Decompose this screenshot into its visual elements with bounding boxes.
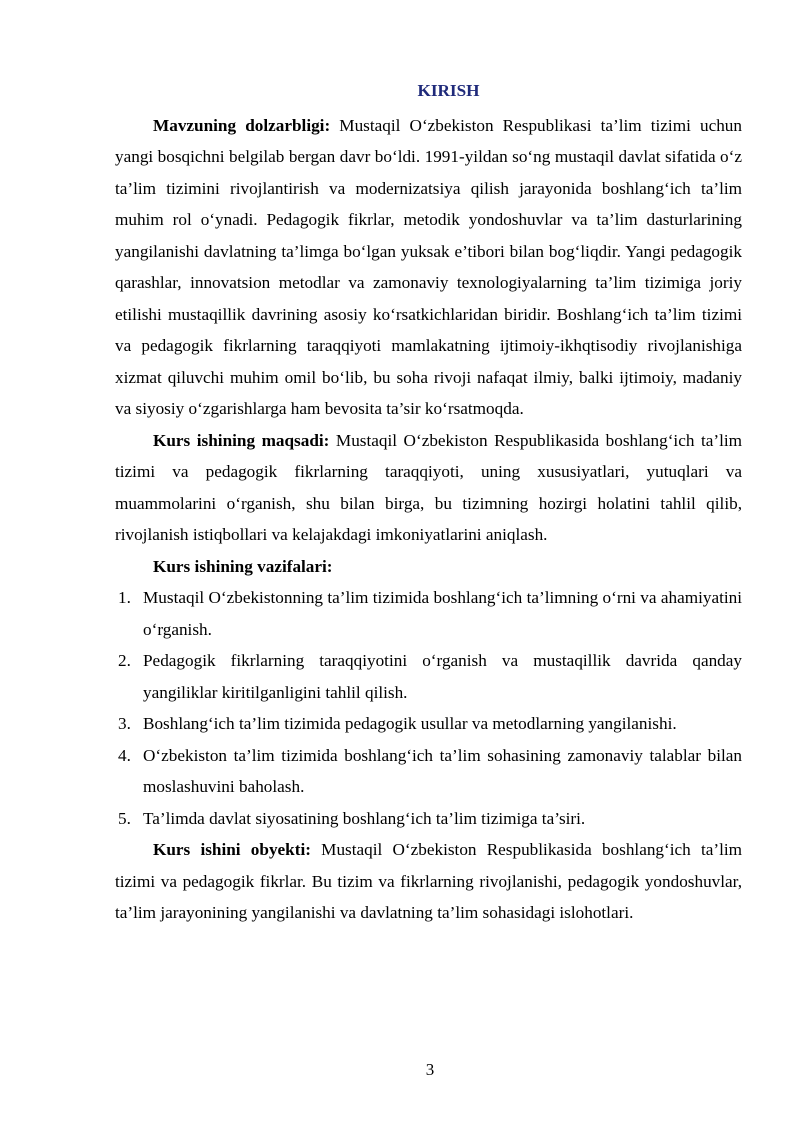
object-text: Mustaqil O‘zbekiston Respublikasida boshlang‘ich ta’lim tizimi va pedagogik fikrlar. Bu tizim va fikrlarning rivojlanishi, pedagogik yondoshuvlar, ta’lim jarayonining yangilanishi va davlatning ta’lim sohasidagi islohotlari. <box>115 840 742 922</box>
tasks-list <box>115 582 742 834</box>
list-item-text: O‘zbekiston ta’lim tizimida boshlang‘ich ta’lim sohasining zamonaviy talablar bilan moslashuvini baholash. <box>143 745 742 796</box>
list-item-text: Pedagogik fikrlarning taraqqiyotini o‘rganish va mustaqillik davrida qanday yangiliklar kiritilganligini tahlil qilish. <box>143 651 742 702</box>
object-paragraph <box>115 834 742 929</box>
list-item <box>115 645 742 708</box>
list-item-number: 5. <box>118 808 131 828</box>
list-item-number: 3. <box>118 714 131 733</box>
relevance-heading: Mavzuning dolzarbligi: <box>153 115 331 135</box>
list-item-number: 2. <box>118 651 131 670</box>
list-item <box>115 582 742 645</box>
list-item <box>115 708 742 740</box>
page-content <box>115 75 742 929</box>
relevance-paragraph <box>115 110 742 425</box>
goal-text: Mustaqil O‘zbekiston Respublikasida boshlang‘ich ta’lim tizimi va pedagogik fikrlarning taraqqiyoti, uning xususiyatlari, yutuqlari va muammolarini o‘rganish, shu bilan birga, bu tizimning hozirgi holatini tahlil qilib, rivojlanish istiqbollari va kelajakdagi imkoniyatlarini aniqlash. <box>115 430 742 544</box>
list-item-text: Boshlang‘ich ta’lim tizimida pedagogik usullar va metodlarning yangilanishi. <box>143 714 677 733</box>
page-title: KIRISH <box>417 81 480 100</box>
relevance-text: Mustaqil O‘zbekiston Respublikasi ta’lim tizimi uchun yangi bosqichni belgilab bergan davr bo‘ldi. 1991-yildan so‘ng mustaqil davlat sifatida o‘z ta’lim tizimini rivojlantirish va modernizatsiya qilish jarayonida boshlang‘ich ta’lim muhim rol o‘ynadi. Pedagogik fikrlar, metodik yondoshuvlar va ta’lim dasturlarining yangilanishi davlatning ta’limga bo‘lgan yuksak e’tibori bilan bog‘liqdir. Yangi pedagogik qarashlar, innovatsion metodlar va zamonaviy texnologiyalarning ta’lim tizimiga joriy etilishi mustaqillik davrining asosiy ko‘rsatkichlaridan biridir. Boshlang‘ich ta’lim tizimi va pedagogik fikrlarning taraqqiyoti mamlakatning ijtimoiy-ikhqtisodiy rivojlanishiga xizmat qiluvchi muhim omil bo‘lib, bu soha rivoji nafaqat ilmiy, balki ijtimoiy, madaniy va siyosiy o‘zgarishlarga ham bevosita ta’sir ko‘rsatmoqda. <box>115 115 742 418</box>
list-item-number: 4. <box>118 745 131 765</box>
object-heading: Kurs ishini obyekti: <box>153 840 311 859</box>
list-item <box>115 803 742 835</box>
goal-paragraph <box>115 425 742 551</box>
list-item-text: Ta’limda davlat siyosatining boshlang‘ich ta’lim tizimiga ta’siri. <box>143 808 586 828</box>
tasks-heading: Kurs ishining vazifalari: <box>153 556 333 576</box>
list-item-text: Mustaqil O‘zbekistonning ta’lim tizimida boshlang‘ich ta’limning o‘rni va ahamiyatini o‘rganish. <box>143 588 742 639</box>
page-number: 3 <box>425 1060 435 1079</box>
goal-heading: Kurs ishining maqsadi: <box>153 430 330 450</box>
list-item-number: 1. <box>118 588 131 607</box>
list-item <box>115 740 742 803</box>
